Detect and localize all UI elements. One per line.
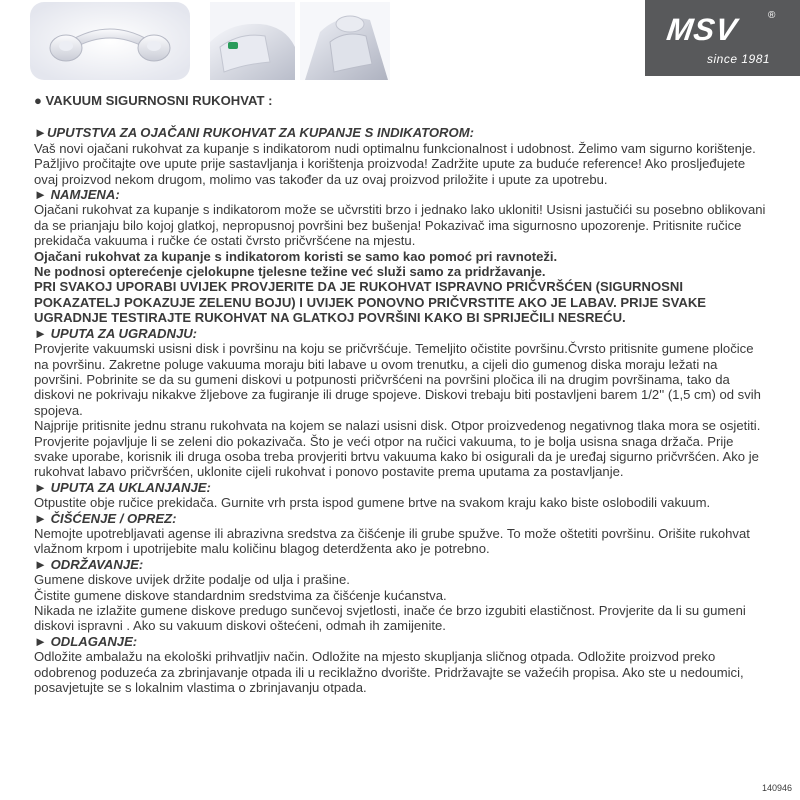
grab-bar-image <box>30 2 190 80</box>
paragraph: Čistite gumene diskove standardnim sredstvima za čišćenje kućanstva. <box>34 587 447 603</box>
paragraph: Nemojte upotrebljavati agense ili abrazivna sredstva za čišćenje ili grube spužve. To može oštetiti površinu. Orišite rukohvat vlažnom krpom i upotrijebite malu količinu blagog deterdženta ako je potrebno. <box>34 525 750 557</box>
section-heading: ► ČIŠĆENJE / OPREZ: <box>34 510 177 526</box>
paragraph: Pažljivo pročitajte ove upute prije sastavljanja i korištenja proizvoda! Zadržite upute za buduće reference! Ako prosljeđujete ovaj proizvod nekom drugom, molimo vas također da uz ovaj proizvod priložite i upute za upotrebu. <box>34 156 746 187</box>
paragraph: Ojačani rukohvat za kupanje s indikatorom može se učvrstiti brzo i jednako lako ukloniti! Usisni jastučići su posebno oblikovani da se prianjaju bilo kojoj glatkoj, nepropusnoj površini bez bušenja! Pokazivač ima sigurnosno upozorenje. Pritisnite ručice prekidača vakuuma i ručke će ostati čvrsto pričvršćene na mjestu. <box>34 202 766 249</box>
product-code: 140946 <box>761 783 792 793</box>
lever-detail-image <box>300 2 390 80</box>
section-heading: ► UPUTA ZA UKLANJANJE: <box>34 479 211 495</box>
paragraph: Ne podnosi opterećenje cjelokupne tjelesne težine već služi samo za pridržavanje. <box>34 264 546 280</box>
paragraph: Vaš novi ojačani rukohvat za kupanje s indikatorom nudi optimalnu funkcionalnost i udobnost. Želimo vam sigurno korištenje. <box>34 140 756 156</box>
section-heading: ► ODRŽAVANJE: <box>34 556 144 572</box>
section-heading: ►UPUTSTVA ZA OJAČANI RUKOHVAT ZA KUPANJE S INDIKATOROM: <box>34 125 474 141</box>
logo-registered: ® <box>768 10 776 21</box>
logo-since: since 1981 <box>707 52 771 66</box>
paragraph: Gumene diskove uvijek držite podalje od ulja i prašine. <box>34 572 350 588</box>
section-heading: ► NAMJENA: <box>34 187 120 203</box>
paragraph: Najprije pritisnite jednu stranu rukohvata na kojem se nalazi usisni disk. Otpor proizvedenog negativnog tlaka mora se osjetiti. Provjerite pojavljuje li se zeleni dio pokazivača. Što je veći otpor na ručici vakuuma, to je bolja usisna snaga držača. Prije svake uporabe, korisnik ili druga osoba treba provjeriti brtvu vakuuma kako bi osigurali da je uređaj sigurno pričvršćen. Ako je rukohvat labavo pričvršćen, uklonite cijeli rukohvat i ponovo postavite prema uputama za postavljanje. <box>34 418 761 480</box>
instructions-text <box>34 93 769 695</box>
paragraph: Odložite ambalažu na ekološki prihvatljiv način. Odložite na mjesto skupljanja sličnog otpada. Odložite proizvod preko odobrenog poduzeća za zbrinjavanje otpada ili u reciklažno dvorište. Pridržavajte se važećih propisa. Ako ste u nedoumici, posavjetujte se s lokalnim vlastima o zbrinjavanju otpada. <box>34 649 744 696</box>
section-heading: ► UPUTA ZA UGRADNJU: <box>34 325 198 341</box>
logo-brand: MSV <box>664 12 740 47</box>
brand-logo <box>645 0 800 76</box>
paragraph: Ojačani rukohvat za kupanje s indikatorom koristi se samo kao pomoć pri ravnoteži. <box>34 248 558 264</box>
paragraph: PRI SVAKOJ UPORABI UVIJEK PROVJERITE DA JE RUKOHVAT ISPRAVNO PRIČVRŠĆEN (SIGURNOSNI POKAZATELJ POKAZUJE ZELENU BOJU) I UVIJEK PONOVNO PRIČVRSTITE AKO JE LABAV. PRIJE SVAKE UGRADNJE TESTIRAJTE RUKOHVAT NA GLATKOJ POVRŠINI KAKO BI SPRIJEČILI NESREĆU. <box>34 279 707 326</box>
paragraph: Provjerite vakuumski usisni disk i površinu na koju se pričvršćuje. Temeljito očistite površinu.Čvrsto pritisnite gumene pločice na površinu. Zakretne poluge vakuuma moraju biti labave u ovom trenutku, a cijeli dio gumenog diska moraju ležati na površini. Pobrinite se da su gumeni diskovi u potpunosti pričvršćeni na površini pločica ili na drugim površinama, tako da diskovi ne pokrivaju nikakve žljebove za fugiranje ili druge spojeve. Diskovi trebaju biti postavljeni barem 1/2'' (1,5 cm) od svih spojeva. <box>34 341 761 418</box>
document-title: ● VAKUUM SIGURNOSNI RUKOHVAT : <box>34 93 273 108</box>
indicator-detail-image <box>210 2 295 80</box>
section-heading: ► ODLAGANJE: <box>34 633 138 649</box>
paragraph: Otpustite obje ručice prekidača. Gurnite vrh prsta ispod gumene brtve na svakom kraju kako biste oslobodili vakuum. <box>34 495 711 511</box>
header <box>0 0 800 80</box>
paragraph: Nikada ne izlažite gumene diskove predugo sunčevoj svjetlosti, inače će brzo izgubiti elastičnost. Provjerite da li su gumeni diskovi ispravni . Ako su vakuum diskovi oštećeni, odmah ih zamijenite. <box>34 603 746 634</box>
